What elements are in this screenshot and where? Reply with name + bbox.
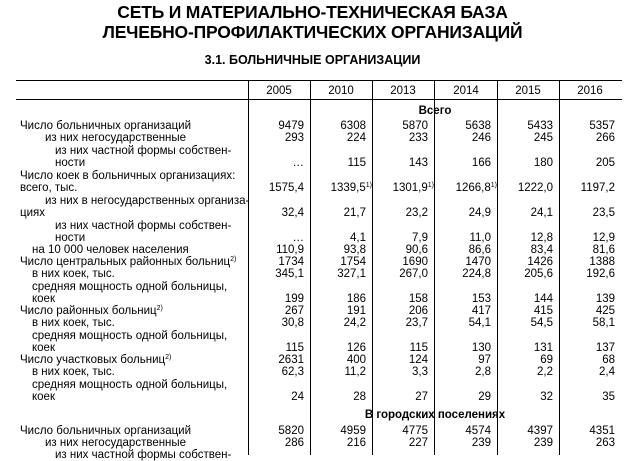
row-label: [55, 146, 231, 157]
cell-value: 1301,9: [392, 182, 428, 194]
cell-value: 69: [540, 354, 553, 366]
table-cell: [308, 133, 366, 144]
year-header-2010: 2010: [328, 85, 354, 97]
cell-value: 32: [540, 391, 553, 403]
cell-value: 1470: [465, 256, 491, 268]
cell-value: 93,8: [343, 244, 366, 256]
cell-value: 83,4: [530, 244, 553, 256]
table-cell: [557, 245, 615, 256]
cell-value: 23,5: [592, 207, 615, 219]
table-cell: [308, 257, 366, 268]
cell-value: 11,0: [469, 232, 491, 244]
table-cell: [433, 269, 491, 280]
row-label: [20, 171, 235, 182]
table-cell: [495, 426, 553, 437]
table-cell: [246, 121, 304, 132]
cell-value: 1388: [589, 256, 615, 268]
table-cell: [433, 294, 491, 305]
table-cell: [557, 343, 615, 354]
cell-value: …: [292, 232, 304, 244]
table-cell: [433, 121, 491, 132]
row-label: [32, 245, 189, 256]
cell-value: 30,8: [281, 317, 304, 329]
cell-value: 4959: [340, 425, 366, 437]
cell-value: 28: [353, 391, 366, 403]
table-cell: [370, 294, 428, 305]
table-cell: [433, 233, 491, 244]
cell-value: 54,1: [468, 317, 491, 329]
cell-value: 205: [595, 157, 615, 169]
row-label: [20, 306, 163, 317]
row-label-text: Число участковых больниц: [20, 354, 166, 366]
table-cell: [370, 367, 428, 378]
row-label-text: в них коек, тыс.: [32, 317, 115, 329]
row-label-text: в них коек, тыс.: [32, 366, 115, 378]
row-label: [55, 221, 231, 232]
table-cell: [370, 355, 428, 366]
cell-value: 2,2: [537, 366, 553, 378]
cell-value: 54,5: [530, 317, 553, 329]
cell-value: 4351: [589, 425, 615, 437]
cell-value: 206: [408, 305, 428, 317]
row-label: [45, 133, 186, 144]
cell-value: 7,9: [412, 232, 428, 244]
table-cell: [495, 367, 553, 378]
cell-value: 62,3: [281, 366, 304, 378]
table-cell: [246, 183, 304, 194]
row-label: [45, 196, 249, 207]
row-label-text: ности: [55, 232, 86, 244]
row-label-text: коек: [32, 293, 55, 305]
cell-value: 345,1: [275, 268, 304, 280]
table-cell: [370, 158, 428, 169]
cell-value: 266: [595, 132, 615, 144]
row-label-text: из них частной формы собствен-: [55, 220, 232, 232]
row-label-text: в них коек, тыс.: [32, 268, 115, 280]
cell-value: 191: [346, 305, 366, 317]
table-cell: [370, 392, 428, 403]
row-label: [45, 438, 186, 449]
row-label-text: из них негосударственные: [45, 437, 187, 449]
cell-value: 81,6: [592, 244, 615, 256]
cell-value: 32,4: [281, 207, 304, 219]
cell-value: 2,8: [475, 366, 491, 378]
cell-value: 1734: [278, 256, 304, 268]
cell-value: 1426: [527, 256, 553, 268]
row-label-text: коек: [32, 391, 55, 403]
row-label: [32, 367, 115, 378]
table-cell: [308, 438, 366, 449]
row-label: [20, 183, 77, 194]
table-cell: [495, 121, 553, 132]
cell-value: 1266,8: [455, 182, 491, 194]
row-label: [32, 269, 115, 280]
table-cell: [308, 392, 366, 403]
table-cell: [308, 208, 366, 219]
table-cell: [557, 208, 615, 219]
cell-value: 1690: [402, 256, 428, 268]
row-label-text: на 10 000 человек населения: [32, 244, 189, 256]
table-cell: [495, 318, 553, 329]
table-cell: [433, 208, 491, 219]
cell-value: 425: [595, 305, 615, 317]
table-cell: [557, 438, 615, 449]
cell-value: 115: [409, 342, 428, 354]
cell-value: 68: [602, 354, 615, 366]
cell-value: 3,3: [412, 366, 428, 378]
table-cell: [495, 343, 553, 354]
cell-value: 4574: [465, 425, 491, 437]
cell-value: 115: [285, 342, 304, 354]
cell-value: 12,9: [592, 232, 615, 244]
cell-value: 2631: [278, 354, 304, 366]
cell-value: 245: [533, 132, 553, 144]
cell-value: 224: [346, 132, 366, 144]
cell-value: 263: [595, 437, 615, 449]
row-label-text: циях: [20, 207, 45, 219]
row-label-text: Число районных больниц: [20, 305, 157, 317]
table-cell: [370, 121, 428, 132]
table-cell: [370, 318, 428, 329]
cell-value: 400: [346, 354, 366, 366]
cell-value: 166: [471, 157, 491, 169]
row-label-text: из них частной формы собствен-: [55, 145, 232, 157]
cell-value: 24,1: [530, 207, 553, 219]
cell-value: 1339,5: [330, 182, 366, 194]
row-label: [32, 380, 227, 391]
cell-value: 267: [284, 305, 304, 317]
table-cell: [557, 158, 615, 169]
footnote-marker: 2): [165, 354, 172, 361]
row-label: [20, 426, 191, 437]
table-cell: [433, 245, 491, 256]
cell-value: 131: [533, 342, 553, 354]
row-label: [32, 343, 55, 354]
cell-value: 158: [408, 293, 428, 305]
table-top-rule: [16, 80, 622, 81]
cell-value: 29: [478, 391, 491, 403]
row-label-text: из них частной формы собствен-: [55, 449, 232, 461]
footnote-marker: 2): [230, 256, 237, 263]
table-cell: [433, 318, 491, 329]
table-cell: [246, 233, 304, 244]
table-cell: [433, 343, 491, 354]
table-cell: [433, 367, 491, 378]
cell-value: 143: [408, 157, 428, 169]
cell-value: 137: [595, 342, 615, 354]
year-header-2015: 2015: [515, 85, 541, 97]
table-cell: [308, 367, 366, 378]
row-label: [32, 294, 55, 305]
table-cell: [370, 233, 428, 244]
cell-value: 90,6: [405, 244, 428, 256]
table-cell: [308, 233, 366, 244]
table-cell: [246, 294, 304, 305]
table-cell: [246, 306, 304, 317]
table-cell: [370, 438, 428, 449]
cell-value: 192,6: [586, 268, 615, 280]
row-label: [20, 355, 171, 366]
section-heading-urban: В городских поселениях: [364, 409, 506, 421]
cell-value: 11,2: [344, 366, 366, 378]
table-cell: [557, 426, 615, 437]
row-label-text: всего, тыс.: [20, 182, 78, 194]
cell-value: 286: [284, 437, 304, 449]
cell-value: 153: [471, 293, 491, 305]
table-cell: [308, 355, 366, 366]
cell-value: 5638: [465, 120, 491, 132]
cell-value: 23,2: [405, 207, 428, 219]
cell-value: 186: [346, 293, 366, 305]
cell-value: 139: [595, 293, 615, 305]
table-cell: [246, 245, 304, 256]
table-cell: [439, 183, 497, 194]
table-cell: [495, 294, 553, 305]
table-cell: [246, 257, 304, 268]
cell-value: 199: [284, 293, 304, 305]
cell-value: 5870: [402, 120, 428, 132]
table-cell: [246, 158, 304, 169]
table-cell: [376, 183, 434, 194]
row-label-text: Число больничных организаций: [20, 425, 192, 437]
table-cell: [246, 367, 304, 378]
cell-value: 144: [533, 293, 553, 305]
table-cell: [495, 133, 553, 144]
table-cell: [308, 269, 366, 280]
cell-value: 9479: [278, 120, 304, 132]
cell-value: 5433: [527, 120, 553, 132]
section-subtitle: 3.1. БОЛЬНИЧНЫЕ ОРГАНИЗАЦИИ: [204, 53, 421, 67]
table-cell: [246, 438, 304, 449]
table-cell: [495, 392, 553, 403]
table-cell: [557, 294, 615, 305]
footnote-marker: 2): [156, 305, 163, 312]
table-cell: [557, 392, 615, 403]
cell-value: 239: [533, 437, 553, 449]
table-cell: [370, 269, 428, 280]
table-header-rule: [16, 99, 622, 100]
table-cell: [557, 233, 615, 244]
cell-value: 5357: [589, 120, 615, 132]
year-header-2016: 2016: [577, 85, 603, 97]
table-cell: [308, 306, 366, 317]
cell-value: 1197,2: [580, 182, 615, 194]
table-cell: [557, 355, 615, 366]
cell-value: 24,9: [468, 207, 491, 219]
table-cell: [557, 269, 615, 280]
table-cell: [308, 318, 366, 329]
row-label: [32, 392, 55, 403]
row-label-text: Число центральных районных больниц: [20, 256, 231, 268]
year-header-2013: 2013: [390, 85, 416, 97]
cell-value: 415: [533, 305, 553, 317]
table-cell: [495, 245, 553, 256]
table-cell: [308, 426, 366, 437]
cell-value: 227: [408, 437, 428, 449]
cell-value: 110,9: [276, 244, 304, 256]
section-heading-all: Всего: [418, 105, 452, 117]
cell-value: 2,4: [599, 366, 615, 378]
cell-value: 267,0: [399, 268, 428, 280]
table-cell: [495, 438, 553, 449]
cell-value: 239: [471, 437, 491, 449]
table-cell: [246, 426, 304, 437]
table-cell: [370, 245, 428, 256]
cell-value: 86,6: [468, 244, 491, 256]
table-cell: [495, 257, 553, 268]
table-cell: [495, 158, 553, 169]
table-cell: [495, 355, 553, 366]
cell-value: 130: [471, 342, 491, 354]
table-cell: [370, 208, 428, 219]
table-cell: [433, 158, 491, 169]
table-cell: [433, 438, 491, 449]
cell-value: 417: [471, 305, 491, 317]
cell-value: …: [292, 157, 304, 169]
cell-value: 1222,0: [517, 182, 553, 194]
cell-value: 5820: [278, 425, 304, 437]
cell-value: 4397: [527, 425, 553, 437]
table-cell: [370, 257, 428, 268]
table-cell: [308, 245, 366, 256]
cell-value: 216: [346, 437, 366, 449]
page-title-line-2: ЛЕЧЕБНО-ПРОФИЛАКТИЧЕСКИХ ОРГАНИЗАЦИЙ: [102, 22, 523, 42]
table-cell: [557, 183, 615, 194]
row-label-text: Число больничных организаций: [20, 120, 192, 132]
row-label: [20, 257, 236, 268]
cell-value: 327,1: [337, 268, 366, 280]
page-title-line-1: СЕТЬ И МАТЕРИАЛЬНО-ТЕХНИЧЕСКАЯ БАЗА: [117, 2, 508, 22]
footnote-marker: 1): [427, 182, 434, 189]
table-cell: [433, 426, 491, 437]
table-cell: [308, 343, 366, 354]
row-label-text: коек: [32, 342, 55, 354]
table-cell: [370, 133, 428, 144]
cell-value: 1754: [340, 256, 366, 268]
row-label-text: ности: [55, 157, 86, 169]
table-cell: [246, 355, 304, 366]
row-label: [32, 331, 227, 342]
cell-value: 35: [602, 391, 615, 403]
cell-value: 180: [533, 157, 553, 169]
table-cell: [370, 306, 428, 317]
cell-value: 6308: [340, 120, 366, 132]
table-cell: [433, 133, 491, 144]
cell-value: 97: [478, 354, 491, 366]
cell-value: 4,1: [350, 232, 366, 244]
table-cell: [557, 257, 615, 268]
table-cell: [557, 318, 615, 329]
table-cell: [495, 233, 553, 244]
table-cell: [370, 426, 428, 437]
table-cell: [246, 318, 304, 329]
table-cell: [557, 133, 615, 144]
row-label-text: из них негосударственные: [45, 132, 187, 144]
row-label: [20, 208, 45, 219]
table-cell: [246, 269, 304, 280]
row-label-text: средняя мощность одной больницы,: [32, 330, 228, 342]
table-cell: [370, 343, 428, 354]
table-cell: [495, 269, 553, 280]
row-label: [55, 450, 231, 461]
cell-value: 4775: [402, 425, 428, 437]
table-cell: [433, 306, 491, 317]
cell-value: 58,1: [592, 317, 615, 329]
footnote-marker: 1): [365, 182, 372, 189]
table-cell: [308, 294, 366, 305]
table-cell: [314, 183, 372, 194]
cell-value: 12,8: [530, 232, 553, 244]
cell-value: 126: [346, 342, 366, 354]
table-cell: [308, 121, 366, 132]
cell-value: 246: [471, 132, 491, 144]
year-header-2005: 2005: [266, 85, 292, 97]
cell-value: 124: [408, 354, 428, 366]
table-cell: [308, 158, 366, 169]
row-label-text: средняя мощность одной больницы,: [32, 281, 228, 293]
cell-value: 21,7: [343, 207, 366, 219]
table-cell: [433, 355, 491, 366]
table-cell: [433, 392, 491, 403]
table-cell: [495, 183, 553, 194]
table-cell: [495, 306, 553, 317]
footnote-marker: 1): [490, 182, 497, 189]
row-label: [32, 318, 115, 329]
cell-value: 24: [291, 391, 304, 403]
table-cell: [433, 257, 491, 268]
cell-value: 24,2: [343, 317, 366, 329]
row-label: [55, 233, 85, 244]
row-label-text: Число коек в больничных организациях:: [20, 170, 236, 182]
cell-value: 293: [284, 132, 304, 144]
row-label: [32, 282, 227, 293]
row-label-text: средняя мощность одной больницы,: [32, 379, 228, 391]
table-cell: [557, 367, 615, 378]
year-header-2014: 2014: [453, 85, 479, 97]
cell-value: 1575,4: [268, 182, 304, 194]
table-cell: [495, 208, 553, 219]
table-cell: [557, 306, 615, 317]
cell-value: 205,6: [524, 268, 553, 280]
row-label-text: из них в негосударственных организа-: [45, 195, 250, 207]
cell-value: 233: [408, 132, 428, 144]
cell-value: 23,7: [405, 317, 428, 329]
table-cell: [246, 208, 304, 219]
table-cell: [557, 121, 615, 132]
cell-value: 115: [347, 157, 366, 169]
table-cell: [246, 343, 304, 354]
row-label: [55, 158, 85, 169]
cell-value: 27: [415, 391, 428, 403]
row-label: [20, 121, 191, 132]
table-cell: [246, 392, 304, 403]
table-cell: [246, 133, 304, 144]
cell-value: 224,8: [462, 268, 491, 280]
